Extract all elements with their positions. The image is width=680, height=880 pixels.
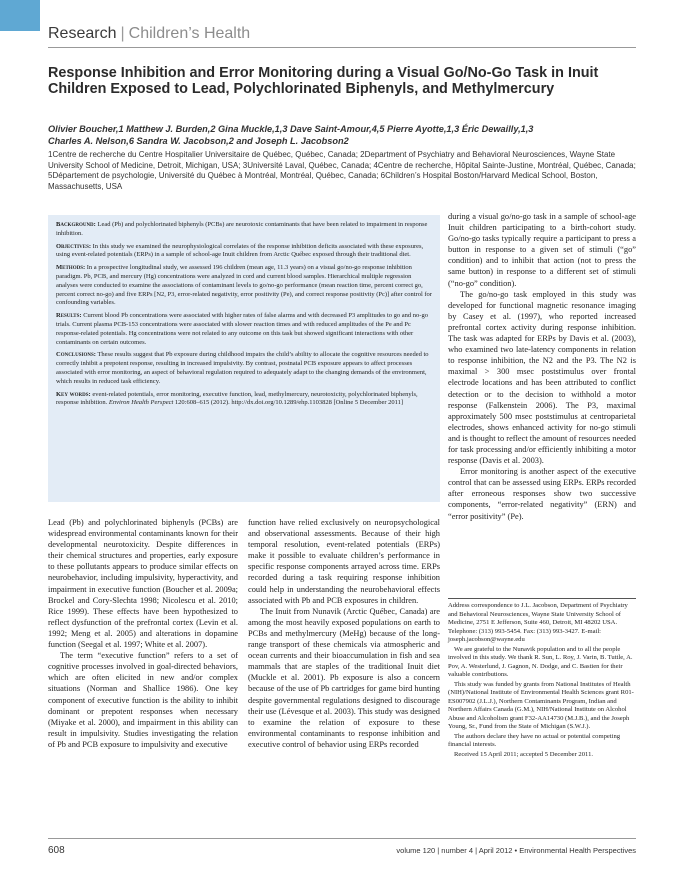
results-label: Results: — [56, 312, 82, 320]
body-paragraph: during a visual go/no-go task in a sample of school-age Inuit children participating to a birth-cohort study. Go/no-go tasks typically require a participant to press a button in response to a given set of stimuli (“go” condition) and to inhibit that action (not to press the same button) in response to a different set of stimuli (“no-go” condition). — [448, 212, 636, 288]
conclusions-label: Conclusions: — [56, 351, 96, 359]
funding-note: This study was funded by grants from National Institutes of Health (NIH)/National Institute of Environmental Health Sciences grant R01-ES007902 (J.L.J.), Northern Contaminants Program, Indian and Northern Affairs Canada (G.M.), NIH/National Institute on Alcohol Abuse and Alcoholism grant F32-AA14730 (M.J.B.), and the Joseph Young, Sr., Fund from the State of Michigan (S.W.J.). — [448, 680, 634, 730]
acknowledgments-note: We are grateful to the Nunavik population and to all the people involved in this study. We thank R. Sun, L. Roy, J. Varin, B. Tuttle, A. Pov, A. Westerlund, J. Gagnon, N. Dodge, and C. Bastien for their valuable contributions. — [448, 645, 633, 678]
abstract-results — [56, 312, 432, 347]
received-date-note: Received 15 April 2011; accepted 5 December 2011. — [454, 750, 594, 758]
journal-footer: volume 120 | number 4 | April 2012 • Environmental Health Perspectives — [396, 846, 636, 855]
citation-journal: Environ Health Perspect — [108, 399, 174, 407]
abstract-conclusions — [56, 351, 432, 386]
subsection-label: Children’s Health — [128, 25, 251, 42]
conclusions-text: These results suggest that Pb exposure during childhood impairs the child’s ability to allocate the cognitive resources needed to correctly inhibit a prepotent response, resulting in increased impulsivity. By contrast, postnatal PCB exposure appears to affect processes associated with error monitoring, an aspect of behavioral regulation required to adequately adapt to the changing demands of the environment, which results in reduced task efficiency. — [56, 351, 429, 385]
body-column-3 — [448, 211, 636, 522]
background-label: Background: — [56, 221, 96, 228]
abstract-box — [48, 215, 440, 502]
results-text: Current blood Pb concentrations were associated with higher rates of false alarms and with decreased P3 amplitudes to go and no-go trials. Current plasma PCB-153 concentrations were associated with slower reaction times and with reduced amplitudes of the Pe and Pc response-related potentials. Hg concentrations were not related to any outcome on this task but showed significant interactions with other contaminants on certain outcomes. — [56, 312, 428, 346]
author-list — [48, 123, 638, 147]
methods-text: In a prospective longitudinal study, we assessed 196 children (mean age, 11.3 years) on a visual go/no-go response inhibition paradigm. Pb, PCB, and mercury (Hg) concentrations were analyzed in cord and current blood samples. Hierarchical multiple regression analyses were conducted to examine the associations of contaminant levels to go/no-go performance (mean reaction time, percent correct go, percent correct no-go) and five ERPs [N2, P3, error-related negativity, error positivity (Pe), and correct response positivity (Pc)] after control for confounding variables. — [56, 264, 432, 307]
abstract-methods — [56, 264, 432, 308]
footnotes-rule — [448, 598, 636, 599]
body-paragraph: function have relied exclusively on neuropsychological and observational assessments. Because of their high temporal resolution, event-related potentials (ERPs) make it possible to evaluate children’s performance in specific response components arrayed across time. ERPs recorded during a task requiring response inhibition could help in understanding the neurobehavioral effects associated with Pb and PCB exposures in children. — [248, 518, 440, 605]
corner-accent-block — [0, 0, 40, 31]
body-paragraph: The term “executive function” refers to a set of cognitive processes involved in goal-directed behaviors, which are often elicited in new and/or complex situations (Norman and Shallice 1986). One key component of executive function is the ability to inhibit dominant or prepotent responses when necessary (Miyake et al. 2000), and impairment in this ability can result in impulsivity. Studies investigating the relation of Pb and PCB exposure to impulsivity and executive — [48, 651, 238, 749]
body-column-2 — [248, 517, 440, 750]
body-paragraph: Error monitoring is another aspect of the executive control that can be assessed using ERPs. ERPs recorded after erroneous responses show two successive components, “error-related negativity” (ERN) and “error positivity” (Pe). — [448, 467, 636, 521]
keywords-text: event-related potentials, error monitoring, executive function, lead, methylmercury, neurotoxicity, polychlorinated biphenyls, response inhibition. — [56, 390, 418, 407]
footnotes — [448, 602, 636, 760]
section-separator: | — [120, 25, 125, 42]
page-number: 608 — [48, 845, 65, 856]
abstract-keywords — [56, 391, 432, 409]
objectives-text: In this study we examined the neurophysiological correlates of the response inhibition deficits associated with these exposures, using event-related potentials (ERPs) in a sample of school-age Inuit children from Arctic Québec exposed through their traditional diet. — [56, 242, 424, 259]
body-paragraph: The go/no-go task employed in this study was developed for functional magnetic resonance imaging by Casey et al. (1997), who reported increased prefrontal cortex activity during response inhibition. The task was adapted for ERPs by Davis et al. (2003), who examined two late-latency components in relation to response inhibition, the N2 and the P3. The N2 is maximal > 300 msec poststimulus over frontal electrode locations and has been attributed to conflict detection or to the decision to withhold a motor response (Falkenstein 2006). The P3, maximal approximately 500 msec poststimulus at centroparietal electrodes, shows enhanced activity for no-go stimuli and is thought to reflect the amount of resources needed for task processing and/or efficiently inhibiting a motor response (Davis et al. 2003). — [448, 289, 636, 466]
section-header — [48, 25, 250, 43]
correspondence-note: Address correspondence to J.L. Jacobson, Department of Psychiatry and Behavioral Neurosciences, Wayne State University School of Medicine, 2751 E Jefferson, Suite 460, Detroit, MI 48202 USA. Telephone: (313) 993-5454. Fax: (313) 993-3427. E-mail: joseph.jacobson@wayne.edu — [448, 602, 628, 643]
affiliations: 1Centre de recherche du Centre Hospitalier Universitaire de Québec, Québec, Canada; 2Department of Psychiatry and Behavioral Neurosciences, Wayne State University School of Medicine, Detroit, Michigan, USA; 3Université Laval, Québec, Canada; 4Centre de recherche, Hôpital Sainte-Justine, Montréal, Québec, Canada; 5Département de psychologie, Université du Québec à Montréal, Montréal, Québec, Canada; 6Children’s Hospital Boston/Harvard Medical School, Boston, Massachusetts, USA — [48, 150, 636, 191]
methods-label: Methods: — [56, 264, 86, 272]
body-paragraph: The Inuit from Nunavik (Arctic Québec, Canada) are among the most heavily exposed populations on earth to PCBs and methylmercury (MeHg) because of the long-range transport of these chemicals via atmospheric and ocean currents and their bioaccumulation in fish and sea mammals that are staples of the traditional Inuit diet (Muckle et al. 2001). Pb exposure is also a concern because of the use of Pb cartridges for game bird hunting despite governmental regulations designed to discourage their use (Lévesque et al. 2003). This study was designed to examine the relation of exposure to these environmental contaminants to response inhibition and executive control of behavior using ERPs recorded — [248, 606, 440, 749]
authors-line-1: Olivier Boucher,1 Matthew J. Burden,2 Gina Muckle,1,3 Dave Saint-Amour,4,5 Pierre Ayotte,1,3 Éric Dewailly,1,3 — [48, 124, 534, 134]
article-title: Response Inhibition and Error Monitoring during a Visual Go/No-Go Task in Inuit Children Exposed to Lead, Polychlorinated Biphenyls, and Methylmercury — [48, 65, 599, 97]
body-column-1 — [48, 517, 238, 750]
section-label: Research — [48, 25, 117, 42]
objectives-label: Objectives: — [56, 242, 92, 250]
abstract-objectives — [56, 243, 432, 261]
header-rule — [48, 47, 636, 48]
abstract-background — [56, 221, 432, 239]
competing-interests-note: The authors declare they have no actual or potential competing financial interests. — [448, 732, 621, 748]
footer-rule — [48, 838, 636, 839]
body-paragraph: Lead (Pb) and polychlorinated biphenyls (PCBs) are widespread environmental contaminants known for their developmental neurotoxicity. Despite differences in their chemical structures and properties, early exposure to these pollutants appears to produce similar effects on neurobehavior, including impulsivity, hyperactivity, and impairment in executive function (Boucher et al. 2009a; Brockel and Cory-Slechta 1998; Nicolescu et al. 2010; Rice 1999). These effects have been hypothesized to reflect dysfunction of the prefrontal cortex (Levin et al. 1992; Meng et al. 2005) and alterations in dopamine function (Seegal et al. 1997; White et al. 2007). — [48, 518, 238, 650]
citation-text: 120:608–615 (2012). http://dx.doi.org/10.1289/ehp.1103828 [Online 5 December 2011] — [174, 399, 404, 407]
authors-line-2: Charles A. Nelson,6 Sandra W. Jacobson,2 and Joseph L. Jacobson2 — [48, 136, 349, 146]
keywords-label: Key words: — [56, 390, 91, 398]
background-text: Lead (Pb) and polychlorinated biphenyls (PCBs) are neurotoxic contaminants that have been related to impairment in response inhibition. — [56, 221, 428, 237]
